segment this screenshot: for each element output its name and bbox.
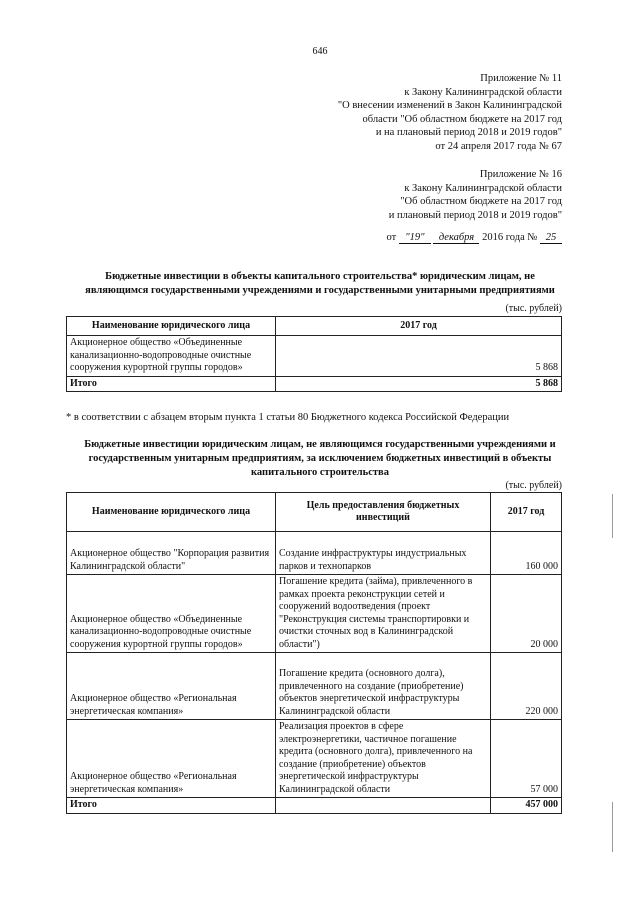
table1-unit: (тыс. рублей): [505, 303, 562, 314]
table1-cell-value: 5 868: [276, 336, 562, 377]
table2-cell-name: Акционерное общество «Объединенные канализационно-водопроводные очистные сооружения курортной группы городов»: [67, 575, 276, 653]
table1-header-year: 2017 год: [276, 317, 562, 336]
table2-total-row: [67, 798, 562, 814]
table2-cell-name: Акционерное общество «Региональная энергетическая компания»: [67, 653, 276, 720]
date-number: 25: [540, 232, 562, 244]
table1-cell-name: Акционерное общество «Объединенные канализационно-водопроводные очистные сооружения курортной группы городов»: [67, 336, 276, 377]
table2: [66, 492, 562, 814]
table-row: [67, 575, 562, 653]
page-number: 646: [312, 46, 328, 57]
table2-title-line: Бюджетные инвестиции юридическим лицам, не являющимся государственными учреждениями и: [84, 439, 556, 450]
table2-title-line: государственным унитарным предприятиям, за исключением бюджетных инвестиций в объекты: [88, 453, 552, 464]
appendix-16-date: [387, 232, 562, 244]
table1-total-value: 5 868: [276, 376, 562, 392]
table-row: [67, 532, 562, 575]
header-line: к Закону Калининградской области: [404, 86, 562, 98]
table2-title: [60, 438, 580, 480]
header-line: Приложение № 16: [479, 169, 562, 180]
header-line: "Об областном бюджете на 2017 год: [400, 196, 562, 207]
table1-title-line: являющимся государственными учреждениями и государственными унитарными предприятиями: [85, 285, 555, 296]
header-line: от 24 апреля 2017 года № 67: [435, 140, 562, 152]
date-day: "19": [399, 232, 431, 244]
date-month: декабря: [433, 232, 479, 244]
table1-header-row: [67, 317, 562, 336]
table1-total-label: Итого: [67, 376, 276, 392]
table2-cell-purpose: Погашение кредита (займа), привлеченного в рамках проекта реконструкции сетей и сооружений водоотведения (проект "Реконструкция системы транспортировки и очистки сточных вод в Калининградской области"): [276, 575, 491, 653]
table2-title-line: капитального строительства: [251, 467, 389, 478]
table2-cell-purpose: Погашение кредита (основного долга), привлеченного на создание (приобретение) объектов энергетической инфраструктуры Калининградской области: [276, 653, 491, 720]
table-row: [67, 720, 562, 798]
date-prefix: от: [386, 232, 397, 243]
table2-header-row: [67, 493, 562, 532]
table2-total-value: 457 000: [491, 798, 562, 814]
table2-cell-name: Акционерное общество «Региональная энергетическая компания»: [67, 720, 276, 798]
footnote: * в соответствии с абзацем вторым пункта 1 статьи 80 Бюджетного кодекса Российской Федерации: [66, 412, 510, 423]
table2-cell-purpose: Реализация проектов в сфере электроэнергетики, частичное погашение кредита (основного долга), привлеченного на создание (приобретение) объектов энергетической инфраструктуры Калининградской области: [276, 720, 491, 798]
table2-total-empty: [276, 798, 491, 814]
table1: [66, 316, 562, 392]
header-line: Приложение № 11: [480, 73, 562, 84]
date-year: 2016 года №: [482, 232, 538, 243]
table1-title: [60, 270, 580, 298]
table-row: [67, 336, 562, 377]
table1-title-line: Бюджетные инвестиции в объекты капитального строительства* юридическим лицам, не: [105, 271, 535, 282]
table2-header-year: 2017 год: [491, 493, 562, 532]
table2-unit: (тыс. рублей): [505, 480, 562, 491]
header-line: и на плановый период 2018 и 2019 годов": [375, 127, 562, 138]
table2-cell-value: 57 000: [491, 720, 562, 798]
table1-total-row: [67, 376, 562, 392]
header-line: к Закону Калининградской области: [404, 182, 562, 194]
table2-cell-purpose: Создание инфраструктуры индустриальных парков и технопарков: [276, 532, 491, 575]
table2-cell-value: 160 000: [491, 532, 562, 575]
table2-header-name: Наименование юридического лица: [67, 493, 276, 532]
table2-cell-name: Акционерное общество "Корпорация развития Калининградской области": [67, 532, 276, 575]
scan-margin-mark: [612, 494, 613, 538]
header-line: и плановый период 2018 и 2019 годов": [388, 209, 562, 221]
table-row: [67, 653, 562, 720]
scan-margin-mark: [612, 802, 613, 852]
table2-cell-value: 220 000: [491, 653, 562, 720]
appendix-16-header: [389, 168, 562, 222]
appendix-11-header: [338, 72, 562, 153]
header-line: "О внесении изменений в Закон Калининградской: [337, 100, 562, 111]
header-line: области "Об областном бюджете на 2017 год: [362, 113, 562, 125]
table2-total-label: Итого: [67, 798, 276, 814]
table2-header-purpose: Цель предоставления бюджетных инвестиций: [276, 493, 491, 532]
table2-cell-value: 20 000: [491, 575, 562, 653]
table1-header-name: Наименование юридического лица: [67, 317, 276, 336]
